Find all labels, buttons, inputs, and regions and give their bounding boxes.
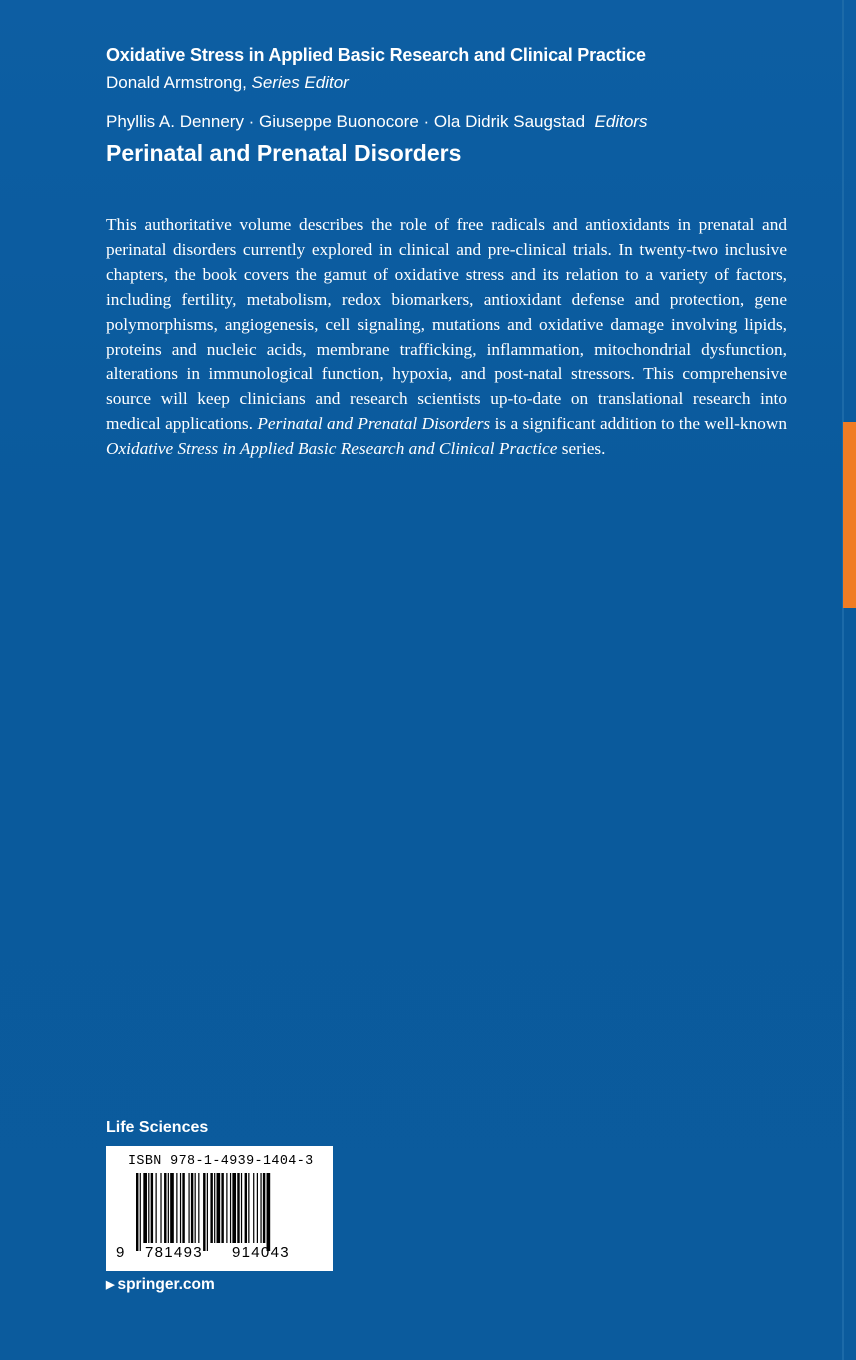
barcode-bar	[214, 1173, 215, 1243]
barcode-bar	[260, 1173, 261, 1243]
barcode-bar	[140, 1173, 141, 1251]
series-editor-role: Series Editor	[251, 73, 349, 92]
barcode-bar	[180, 1173, 181, 1243]
series-title: Oxidative Stress in Applied Basic Research and Clinical Practice	[106, 45, 646, 65]
barcode-bar	[170, 1173, 174, 1243]
isbn-label: ISBN 978-1-4939-1404-3	[128, 1154, 314, 1169]
series-editor-name: Donald Armstrong,	[106, 73, 252, 92]
barcode-bar	[195, 1173, 196, 1243]
barcode-bar	[143, 1173, 147, 1243]
blurb-text-2: is a significant addition to the well-known	[490, 414, 787, 434]
barcode-bar	[210, 1173, 212, 1243]
barcode-bar	[198, 1173, 199, 1243]
barcode-digits-left: 781493	[145, 1244, 203, 1261]
barcode-bar	[217, 1173, 221, 1243]
barcode-bar	[160, 1173, 161, 1243]
blurb-text-1: This authoritative volume describes the role of free radicals and antioxidants in prenatal and perinatal disorders currently explored in clinical and pre-clinical trials. In twenty-two inclusive chapters, the book covers the gamut of oxidative stress and its relation to a variety of factors, including fertility, metabolism, redox biomarkers, antioxidant defense and protection, gene polymorphisms, angiogenesis, cell signaling, mutations and oxidative damage involving lipids, proteins and nucleic acids, membrane trafficking, inflammation, mitochondrial dysfunction, alterations in immunological function, hypoxia, and post-natal stressors. This comprehensive source will keep clinicians and research scientists up-to-date on translational research into medical applications.	[106, 215, 787, 434]
barcode-bar	[182, 1173, 184, 1243]
blurb-italic-series-title: Oxidative Stress in Applied Basic Research and Clinical Practice	[106, 439, 558, 459]
barcode-bar	[221, 1173, 223, 1243]
website-label: springer.com	[117, 1276, 215, 1293]
book-editors	[106, 112, 647, 132]
barcode-bar	[237, 1173, 239, 1243]
barcode-bar	[248, 1173, 249, 1243]
subject-category: Life Sciences	[106, 1119, 209, 1136]
book-title: Perinatal and Prenatal Disorders	[106, 140, 462, 166]
barcode-bar	[232, 1173, 236, 1243]
barcode-bar	[207, 1173, 208, 1251]
barcode-bar	[203, 1173, 205, 1251]
barcode-bar	[168, 1173, 169, 1243]
barcode-digits-right: 914043	[232, 1244, 290, 1261]
barcode-bar	[253, 1173, 254, 1243]
book-description	[106, 213, 787, 462]
publisher-website[interactable]	[106, 1276, 215, 1294]
barcode-bar	[164, 1173, 166, 1243]
barcode-bar	[188, 1173, 189, 1243]
barcode-bar	[191, 1173, 193, 1243]
barcode-bar	[267, 1173, 271, 1251]
barcode-bar	[156, 1173, 157, 1243]
blurb-text-3: series.	[557, 439, 606, 459]
blurb-italic-book-title: Perinatal and Prenatal Disorders	[257, 414, 491, 434]
barcode-bar	[148, 1173, 149, 1243]
barcode-bar	[245, 1173, 247, 1243]
barcode-digit-lead: 9	[116, 1244, 125, 1261]
barcode-bar	[230, 1173, 231, 1243]
barcode-bar	[151, 1173, 153, 1243]
orange-accent-tab	[843, 422, 856, 608]
barcode-bar	[263, 1173, 265, 1243]
barcode-bar	[257, 1173, 258, 1243]
barcode-bars	[136, 1173, 308, 1251]
barcode-bar	[226, 1173, 227, 1243]
editor-names: Phyllis A. Dennery · Giuseppe Buonocore · Ola Didrik Saugstad	[106, 112, 586, 131]
isbn-barcode	[106, 1146, 333, 1271]
editors-role: Editors	[594, 112, 648, 131]
barcode-digits	[114, 1244, 326, 1264]
series-editor	[106, 73, 349, 93]
barcode-bar	[176, 1173, 177, 1243]
spine-edge	[842, 0, 844, 1360]
arrow-icon: ▶	[106, 1279, 115, 1291]
barcode-bar	[136, 1173, 138, 1251]
barcode-bar	[241, 1173, 242, 1243]
